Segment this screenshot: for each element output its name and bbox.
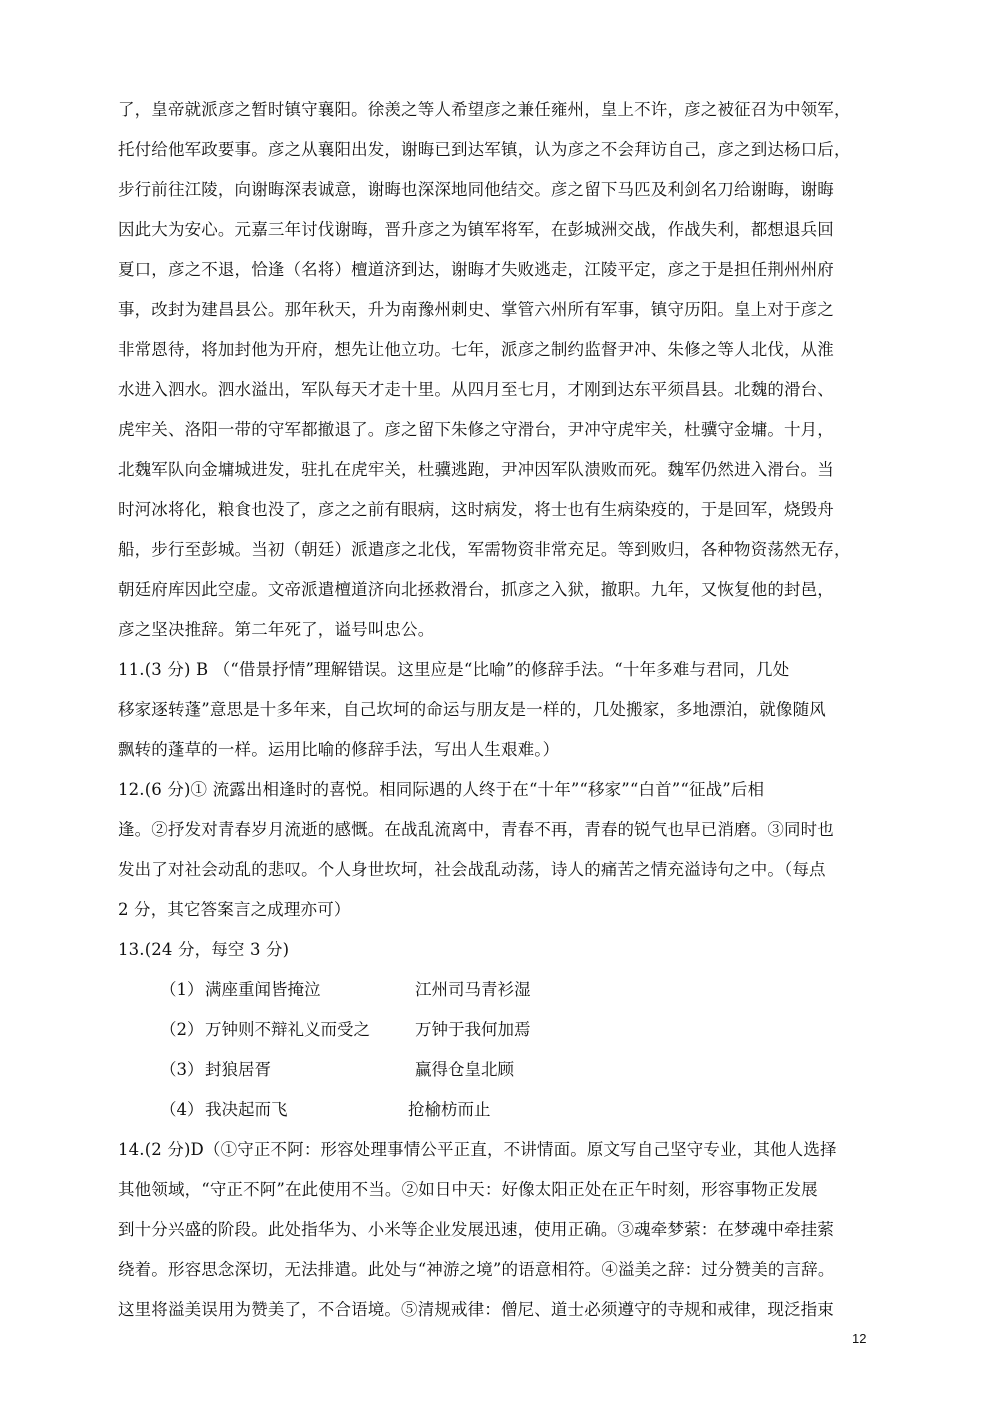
text-line: 托付给他军政要事。彦之从襄阳出发，谢晦已到达军镇，认为彦之不会拜访自己，彦之到达杨口后， (118, 140, 851, 159)
text-line: 朝廷府库因此空虚。文帝派遣檀道济向北拯救滑台，抓彦之入狱，撤职。九年，又恢复他的封邑， (118, 580, 834, 599)
text-line: 彦之坚决推辞。第二年死了，谥号叫忠公。 (118, 620, 435, 639)
item-answer-a: 我决起而飞 (205, 1100, 288, 1119)
text-line: 因此大为安心。元嘉三年讨伐谢晦，晋升彦之为镇军将军，在彭城洲交战，作战失利，都想退兵回 (118, 220, 834, 239)
text-line: 到十分兴盛的阶段。此处指华为、小米等企业发展迅速，使用正确。③魂牵梦萦：在梦魂中牵挂萦 (118, 1220, 834, 1239)
item-answer-b: 抢榆枋而止 (408, 1100, 491, 1119)
text-line: 水进入泗水。泗水溢出，军队每天才走十里。从四月至七月，才刚到达东平须昌县。北魏的滑台、 (118, 380, 834, 399)
item-answer-b: 江州司马青衫湿 (415, 980, 531, 999)
item-number: （3） (160, 1060, 204, 1079)
item-number: （4） (160, 1100, 204, 1119)
page-number: 12 (852, 1331, 867, 1346)
text-line: 非常恩待，将加封他为开府，想先让他立功。七年，派彦之制约监督尹冲、朱修之等人北伐，从淮 (118, 340, 834, 359)
text-line: 逢。②抒发对青春岁月流逝的感慨。在战乱流离中，青春不再，青春的锐气也早已消磨。③同时也 (118, 820, 834, 839)
answer-13-header: 13.(24 分，每空 3 分) (118, 940, 290, 959)
text-line: 其他领域，“守正不阿”在此使用不当。②如日中天：好像太阳正处在正午时刻，形容事物正发展 (118, 1180, 818, 1199)
text-line: 飘转的蓬草的一样。运用比喻的修辞手法，写出人生艰难。） (118, 740, 560, 759)
text-line: 绕着。形容思念深切，无法排遣。此处与“神游之境”的语意相符。④溢美之辞：过分赞美的言辞。 (118, 1260, 835, 1279)
text-line: 2 分，其它答案言之成理亦可） (118, 900, 351, 919)
text-line: 发出了对社会动乱的悲叹。个人身世坎坷，社会战乱动荡，诗人的痛苦之情充溢诗句之中。（每点 (118, 860, 826, 879)
item-number: （1） (160, 980, 204, 999)
item-answer-b: 赢得仓皇北顾 (415, 1060, 514, 1079)
text-line: 时河冰将化，粮食也没了，彦之之前有眼病，这时病发，将士也有生病染疫的，于是回军，烧毁舟 (118, 500, 834, 519)
text-line: 虎牢关、洛阳一带的守军都撤退了。彦之留下朱修之守滑台，尹冲守虎牢关，杜骥守金墉。十月， (118, 420, 834, 439)
text-line: 北魏军队向金墉城进发，驻扎在虎牢关，杜骥逃跑，尹冲因军队溃败而死。魏军仍然进入滑台。当 (118, 460, 834, 479)
text-line: 14.(2 分)D（①守正不阿：形容处理事情公平正直，不讲情面。原文写自己坚守专业，其他人选择 (118, 1140, 837, 1159)
item-answer-b: 万钟于我何加焉 (415, 1020, 531, 1039)
item-answer-a: 万钟则不辩礼义而受之 (205, 1020, 370, 1039)
item-number: （2） (160, 1020, 204, 1039)
text-line: 步行前往江陵，向谢晦深表诚意，谢晦也深深地同他结交。彦之留下马匹及利剑名刀给谢晦，谢晦 (118, 180, 834, 199)
item-answer-a: 封狼居胥 (205, 1060, 271, 1079)
text-line: 12.(6 分)① 流露出相逢时的喜悦。相同际遇的人终于在“十年”“移家”“白首”“征战”后相 (118, 780, 765, 799)
text-line: 这里将溢美误用为赞美了，不合语境。⑤清规戒律：僧尼、道士必须遵守的寺规和戒律，现泛指束 (118, 1300, 834, 1319)
text-line: 移家逐转蓬”意思是十多年来，自己坎坷的命运与朋友是一样的，几处搬家，多地漂泊，就像随风 (118, 700, 826, 719)
text-line: 船，步行至彭城。当初（朝廷）派遣彦之北伐，军需物资非常充足。等到败归，各种物资荡然无存， (118, 540, 851, 559)
text-line: 了，皇帝就派彦之暂时镇守襄阳。徐羡之等人希望彦之兼任雍州，皇上不许，彦之被征召为中领军， (118, 100, 851, 119)
text-line: 事，改封为建昌县公。那年秋天，升为南豫州刺史、掌管六州所有军事，镇守历阳。皇上对于彦之 (118, 300, 834, 319)
text-line: 11.(3 分) B （“借景抒情”理解错误。这里应是“比喻”的修辞手法。“十年多难与君同，几处 (118, 660, 790, 679)
text-line: 夏口，彦之不退，恰逢（名将）檀道济到达，谢晦才失败逃走，江陵平定，彦之于是担任荆州州府 (118, 260, 834, 279)
item-answer-a: 满座重闻皆掩泣 (205, 980, 321, 999)
